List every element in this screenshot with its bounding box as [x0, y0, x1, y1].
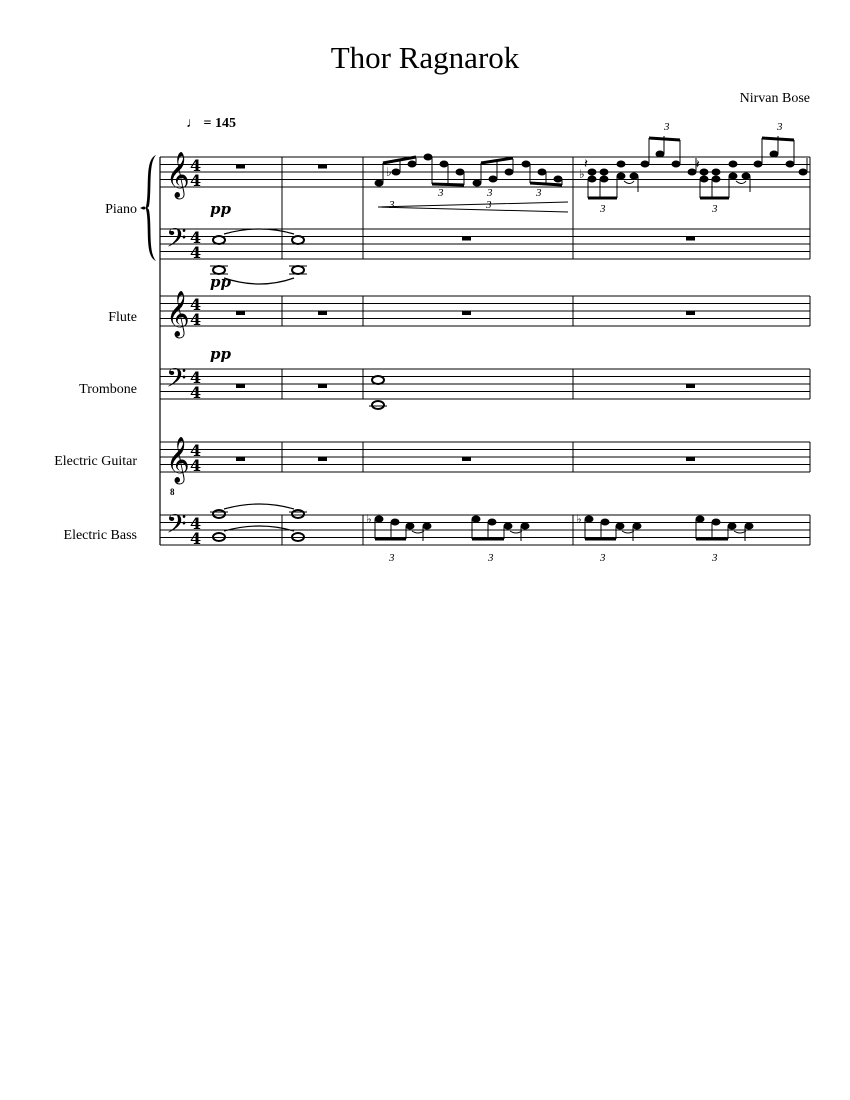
instrument-label-flute: Flute [108, 310, 137, 325]
tuplet-number: 3 [389, 552, 395, 564]
trombone-whole-notes [369, 376, 387, 409]
svg-text:4: 4 [190, 171, 202, 190]
instrument-label-trombone: Trombone [79, 382, 137, 397]
score-title: Thor Ragnarok [330, 40, 520, 75]
tuplet-number: 3 [486, 199, 492, 211]
bass-clef-icon: 𝄢 [166, 222, 187, 260]
octave-8-marker: 8 [170, 487, 175, 497]
svg-text:4: 4 [190, 383, 202, 402]
treble-clef-icon: 𝄞 [166, 291, 190, 337]
svg-text:4: 4 [190, 441, 202, 460]
svg-text:𝄽: 𝄽 [584, 156, 588, 171]
svg-text:4: 4 [190, 529, 202, 548]
tuplet-number: 3 [712, 552, 718, 564]
tuplet-number: 3 [600, 203, 606, 215]
svg-text:4: 4 [190, 295, 202, 314]
tempo-marking: ♩ = 145 [186, 116, 236, 131]
treble-clef-icon: 𝄞 [166, 152, 190, 198]
piano-brace [140, 155, 156, 261]
dynamic-pp-flute: pp [210, 345, 231, 363]
tuplet-number: 3 [536, 187, 542, 199]
piano-treble-measure-4 [579, 136, 807, 198]
svg-text:♭: ♭ [579, 167, 585, 181]
tuplet-number: 3 [487, 187, 493, 199]
tuplet-number: 3 [777, 121, 783, 133]
time-signatures [190, 156, 201, 548]
svg-text:♭: ♭ [386, 165, 392, 179]
tuplet-number: 3 [600, 552, 606, 564]
svg-text:4: 4 [190, 156, 202, 175]
bass-triplet-figures [366, 512, 753, 541]
svg-text:4: 4 [190, 456, 202, 475]
instrument-label-electric-guitar: Electric Guitar [54, 454, 137, 469]
bass-clef-icon: 𝄢 [166, 362, 187, 400]
svg-text:4: 4 [190, 243, 202, 262]
dynamic-pp-piano-lower: pp [210, 273, 231, 291]
svg-text:4: 4 [190, 368, 202, 387]
staff-lines [160, 157, 810, 545]
svg-text:♭: ♭ [576, 512, 582, 526]
tuplet-number: 3 [664, 121, 670, 133]
tuplet-number: 3 [389, 199, 395, 211]
barlines [160, 157, 810, 545]
svg-text:♭: ♭ [366, 512, 372, 526]
tuplet-number: 3 [438, 187, 444, 199]
instrument-label-piano: Piano [105, 202, 137, 217]
treble-clef-icon: 𝄞 [166, 437, 190, 483]
composer-name: Nirvan Bose [739, 91, 810, 106]
instrument-label-electric-bass: Electric Bass [63, 528, 137, 543]
piano-treble-measure-3 [375, 154, 568, 212]
dynamic-pp-piano-upper: pp [210, 200, 231, 218]
svg-text:4: 4 [190, 514, 202, 533]
bass-clef-icon: 𝄢 [166, 508, 187, 546]
tuplet-number: 3 [712, 203, 718, 215]
svg-text:4: 4 [190, 228, 202, 247]
tuplet-number: 3 [488, 552, 494, 564]
piano-bass-whole-notes [210, 229, 307, 284]
svg-text:𝄽: 𝄽 [696, 157, 700, 171]
svg-text:4: 4 [190, 310, 202, 329]
